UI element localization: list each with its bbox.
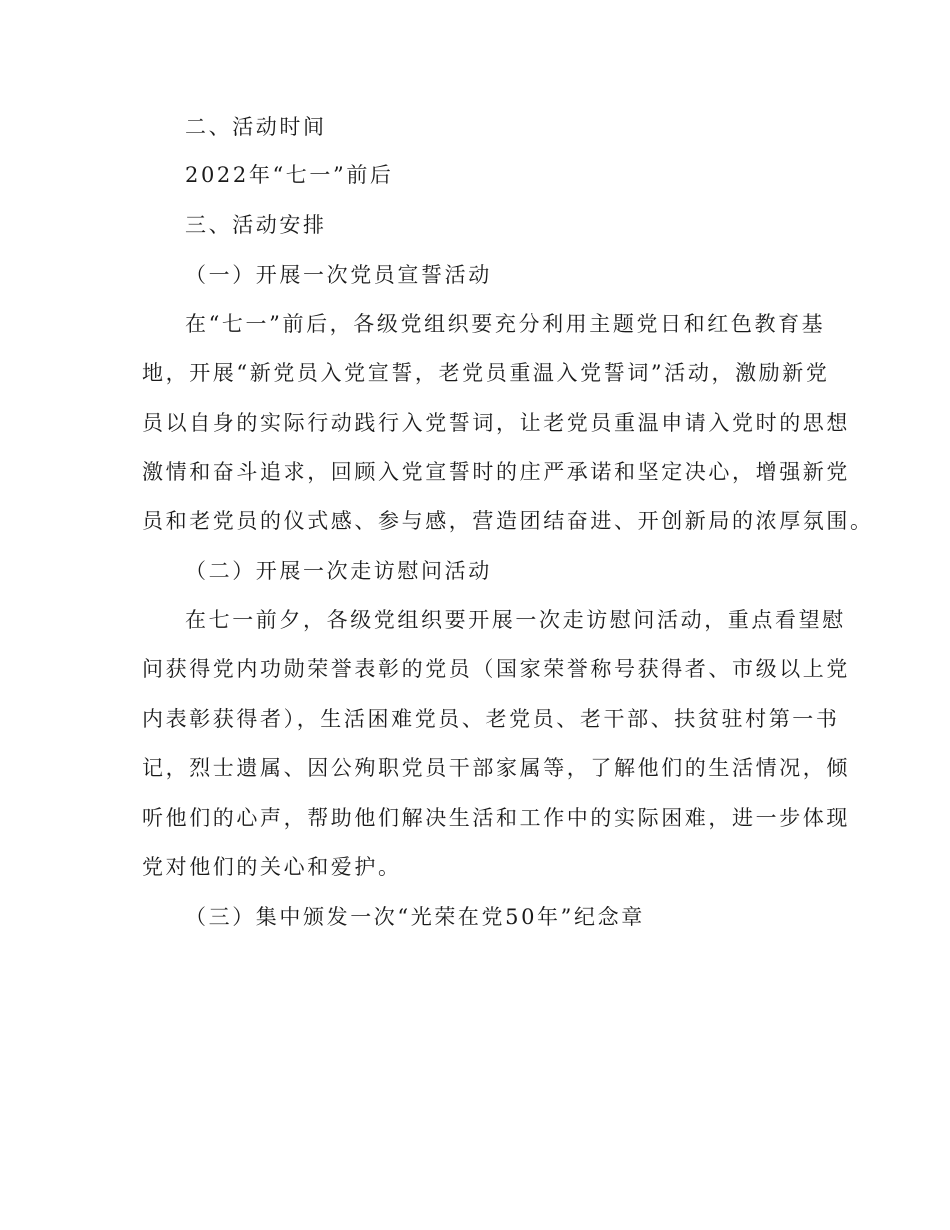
para1-line: 员以自身的实际行动践行入党誓词，让老党员重温申请入党时的思想 xyxy=(142,411,850,435)
section2-text: 2022年“七一”前后 xyxy=(185,163,394,187)
para2-line: 记，烈士遗属、因公殉职党员干部家属等，了解他们的生活情况，倾 xyxy=(142,756,850,780)
sub2-heading: （二）开展一次走访慰问活动 xyxy=(185,559,492,583)
para1-line: 在“七一”前后，各级党组织要充分利用主题党日和红色教育基 xyxy=(185,312,826,336)
para2-line: 党对他们的关心和爱护。 xyxy=(142,855,402,879)
para2-line: 内表彰获得者），生活困难党员、老党员、老干部、扶贫驻村第一书 xyxy=(142,707,840,731)
section2-heading: 二、活动时间 xyxy=(185,115,327,139)
sub3-heading: （三）集中颁发一次“光荣在党50年”纪念章 xyxy=(185,905,645,929)
sub1-heading: （一）开展一次党员宣誓活动 xyxy=(185,263,492,287)
section3-heading: 三、活动安排 xyxy=(185,213,327,237)
para1-line: 地，开展“新党员入党宣誓，老党员重温入党誓词”活动，激励新党 xyxy=(142,361,830,385)
para2-line: 问获得党内功勋荣誉表彰的党员（国家荣誉称号获得者、市级以上党 xyxy=(142,657,850,681)
para1-line: 激情和奋斗追求，回顾入党宣誓时的庄严承诺和坚定决心，增强新党 xyxy=(142,460,850,484)
para1-line: 员和老党员的仪式感、参与感，营造团结奋进、开创新局的浓厚氛围。 xyxy=(142,509,874,533)
para2-line: 在七一前夕，各级党组织要开展一次走访慰问活动，重点看望慰 xyxy=(185,608,846,632)
para2-line: 听他们的心声，帮助他们解决生活和工作中的实际困难，进一步体现 xyxy=(142,806,850,830)
